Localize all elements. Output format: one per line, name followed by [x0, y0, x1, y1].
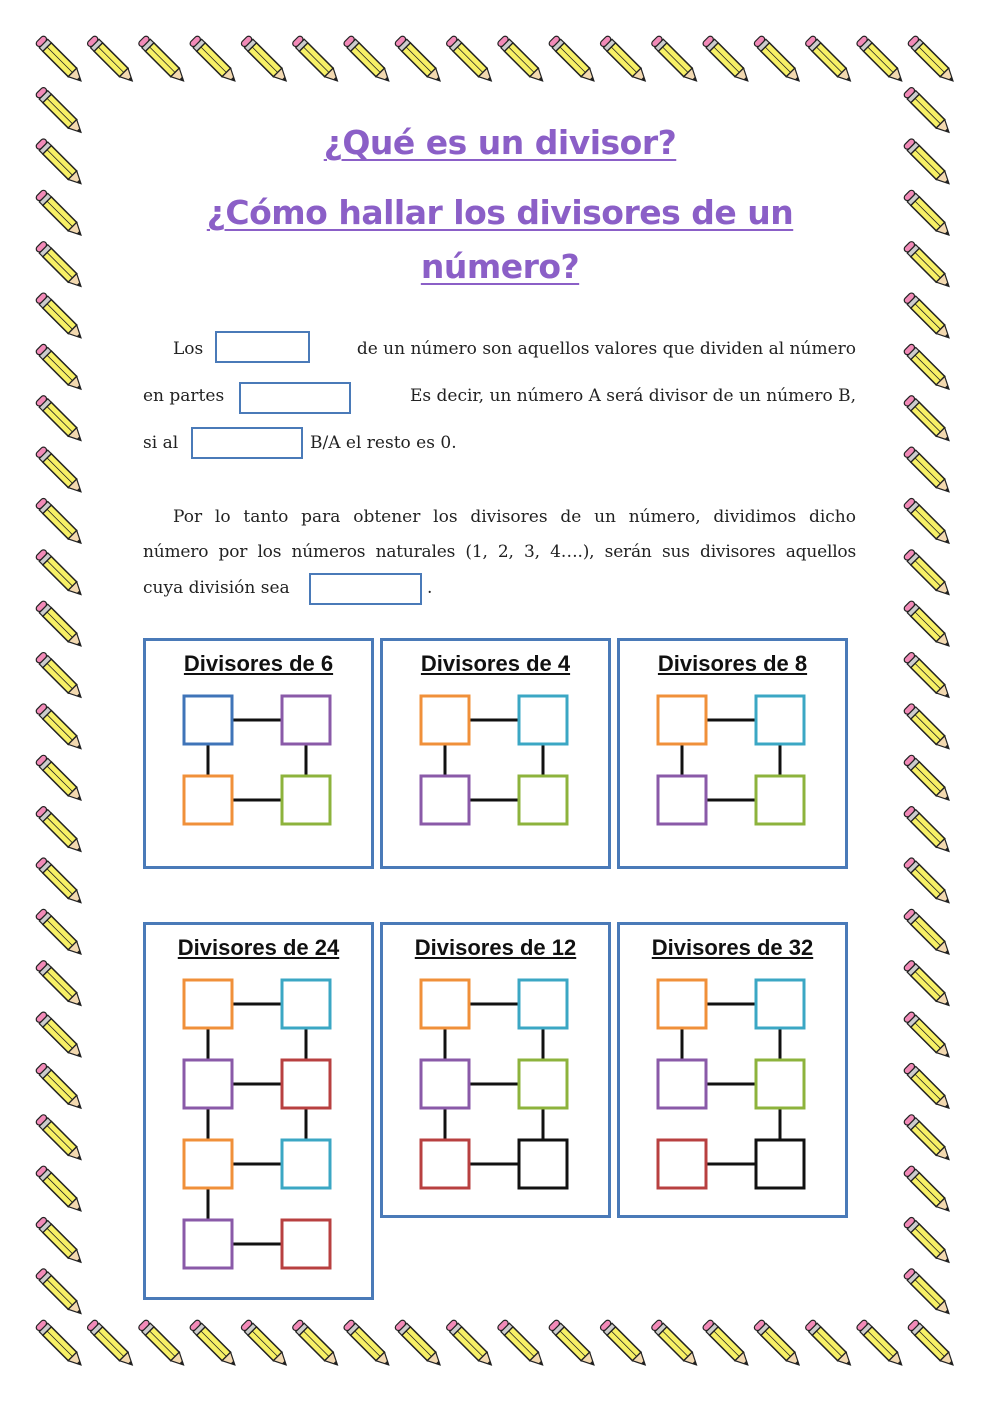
pencil-icon — [35, 549, 85, 599]
pencil-icon — [35, 343, 85, 393]
divisor-box[interactable] — [282, 776, 330, 824]
pencil-icon — [445, 35, 495, 85]
panel-title: Divisores de 6 — [183, 651, 334, 676]
pencil-icon — [702, 1319, 752, 1369]
blank-exacta-input[interactable] — [309, 573, 422, 605]
divisor-box[interactable] — [184, 776, 232, 824]
text-si-al: si al — [143, 433, 179, 453]
divisor-box[interactable] — [658, 776, 706, 824]
divisor-grid — [146, 641, 377, 872]
divisor-box[interactable] — [184, 1060, 232, 1108]
pencil-icon — [548, 1319, 598, 1369]
pencil-icon — [35, 395, 85, 445]
text-los: Los — [173, 339, 204, 359]
divisor-box[interactable] — [184, 1220, 232, 1268]
pencil-icon — [35, 497, 85, 547]
divisor-grid — [383, 925, 614, 1221]
pencil-icon — [35, 1011, 85, 1061]
pencil-icon — [35, 1319, 85, 1369]
title-line-1: ¿Qué es un divisor? — [323, 123, 677, 162]
pencil-icon — [903, 600, 953, 650]
pencil-icon — [907, 1319, 957, 1369]
divisor-box[interactable] — [421, 696, 469, 744]
pencil-icon — [35, 600, 85, 650]
pencil-icon — [35, 908, 85, 958]
text-line2-rest: Es decir, un número A será divisor de un número B, — [409, 386, 856, 406]
pencil-icon — [903, 805, 953, 855]
divisor-box[interactable] — [421, 776, 469, 824]
divisor-box[interactable] — [282, 980, 330, 1028]
pencil-icon — [903, 343, 953, 393]
panel-title: Divisores de 32 — [651, 935, 814, 960]
pencil-icon — [35, 651, 85, 701]
pencil-icon — [189, 1319, 239, 1369]
divisor-box[interactable] — [282, 696, 330, 744]
pencil-icon — [753, 35, 803, 85]
divisor-box[interactable] — [421, 980, 469, 1028]
text-cuya-division: cuya división sea — [143, 578, 290, 598]
divisor-box[interactable] — [658, 696, 706, 744]
panel-divisores-8 — [617, 638, 848, 869]
panel-divisores-32 — [617, 922, 848, 1218]
pencil-icon — [903, 1114, 953, 1164]
title-line-3: número? — [420, 247, 580, 286]
pencil-icon — [903, 651, 953, 701]
pencil-icon — [856, 1319, 906, 1369]
pencil-icon — [394, 35, 444, 85]
pencil-icon — [35, 1268, 85, 1318]
text-en-partes: en partes — [143, 386, 225, 406]
divisor-box[interactable] — [756, 696, 804, 744]
divisor-box[interactable] — [282, 1060, 330, 1108]
pencil-icon — [35, 1062, 85, 1112]
divisor-box[interactable] — [421, 1060, 469, 1108]
pencil-icon — [804, 1319, 854, 1369]
divisor-box[interactable] — [756, 776, 804, 824]
divisor-box[interactable] — [282, 1220, 330, 1268]
panel-divisores-12 — [380, 922, 611, 1218]
divisor-box[interactable] — [519, 1140, 567, 1188]
pencil-icon — [651, 35, 701, 85]
pencil-icon — [497, 1319, 547, 1369]
pencil-icon — [343, 1319, 393, 1369]
divisor-grid — [146, 925, 377, 1303]
divisor-box[interactable] — [756, 1140, 804, 1188]
pencil-icon — [35, 292, 85, 342]
pencil-icon — [343, 35, 393, 85]
pencil-icon — [240, 1319, 290, 1369]
pencil-icon — [189, 35, 239, 85]
text-p2-line2: número por los números naturales (1, 2, 3, 4….), serán sus divisores aquellos — [143, 542, 856, 562]
divisor-grid — [383, 641, 614, 872]
divisor-grid — [620, 925, 851, 1221]
pencil-icon — [445, 1319, 495, 1369]
text-period: . — [427, 578, 433, 598]
pencil-icon — [903, 959, 953, 1009]
blank-iguales-input[interactable] — [239, 382, 351, 414]
pencil-icon — [86, 1319, 136, 1369]
pencil-icon — [903, 703, 953, 753]
pencil-icon — [903, 446, 953, 496]
pencil-icon — [903, 549, 953, 599]
pencil-icon — [903, 1062, 953, 1112]
divisor-box[interactable] — [756, 1060, 804, 1108]
pencil-icon — [903, 1216, 953, 1266]
pencil-icon — [138, 1319, 188, 1369]
pencil-icon — [291, 1319, 341, 1369]
blank-divisores-input[interactable] — [215, 331, 310, 363]
pencil-icon — [35, 35, 85, 85]
pencil-icon — [35, 1114, 85, 1164]
divisor-box[interactable] — [658, 1140, 706, 1188]
pencil-icon — [138, 35, 188, 85]
divisor-box[interactable] — [184, 1140, 232, 1188]
pencil-icon — [35, 1165, 85, 1215]
pencil-icon — [599, 1319, 649, 1369]
divisor-box[interactable] — [519, 980, 567, 1028]
pencil-icon — [907, 35, 957, 85]
pencil-icon — [903, 395, 953, 445]
divisor-box[interactable] — [282, 1140, 330, 1188]
pencil-icon — [35, 805, 85, 855]
pencil-icon — [804, 35, 854, 85]
pencil-icon — [903, 1011, 953, 1061]
pencil-icon — [856, 35, 906, 85]
pencil-icon — [903, 754, 953, 804]
pencil-icon — [903, 497, 953, 547]
pencil-icon — [702, 35, 752, 85]
divisor-box[interactable] — [658, 980, 706, 1028]
panel-title: Divisores de 12 — [414, 935, 577, 960]
divisor-box[interactable] — [519, 1060, 567, 1108]
pencil-icon — [35, 703, 85, 753]
divisor-box[interactable] — [756, 980, 804, 1028]
divisor-box[interactable] — [519, 776, 567, 824]
pencil-icon — [497, 35, 547, 85]
text-line3-rest: B/A el resto es 0. — [310, 433, 457, 453]
divisor-grid — [620, 641, 851, 872]
pencil-icon — [35, 959, 85, 1009]
pencil-icon — [291, 35, 341, 85]
panel-divisores-4 — [380, 638, 611, 869]
pencil-icon — [651, 1319, 701, 1369]
divisor-box[interactable] — [184, 980, 232, 1028]
pencil-icon — [903, 908, 953, 958]
panel-title: Divisores de 24 — [177, 935, 340, 960]
text-p2-line1: Por lo tanto para obtener los divisores de un número, dividimos dicho — [173, 507, 856, 527]
divisor-box[interactable] — [658, 1060, 706, 1108]
pencil-icon — [903, 1268, 953, 1318]
blank-dividir-input[interactable] — [191, 427, 303, 459]
pencil-icon — [903, 857, 953, 907]
divisor-box[interactable] — [421, 1140, 469, 1188]
pencil-icon — [753, 1319, 803, 1369]
divisor-box[interactable] — [184, 696, 232, 744]
pencil-icon — [35, 446, 85, 496]
divisor-box[interactable] — [519, 696, 567, 744]
pencil-icon — [35, 754, 85, 804]
text-line1-rest: de un número son aquellos valores que dividen al número — [356, 339, 856, 359]
pencil-icon — [903, 292, 953, 342]
pencil-icon — [35, 857, 85, 907]
pencil-icon — [35, 1216, 85, 1266]
panel-divisores-6 — [143, 638, 374, 869]
pencil-icon — [86, 35, 136, 85]
pencil-icon — [240, 35, 290, 85]
pencil-icon — [599, 35, 649, 85]
panel-divisores-24 — [143, 922, 374, 1300]
title-line-2: ¿Cómo hallar los divisores de un — [206, 193, 794, 232]
panel-title: Divisores de 8 — [657, 651, 808, 676]
pencil-icon — [903, 1165, 953, 1215]
pencil-icon — [548, 35, 598, 85]
pencil-icon — [394, 1319, 444, 1369]
panel-title: Divisores de 4 — [420, 651, 571, 676]
